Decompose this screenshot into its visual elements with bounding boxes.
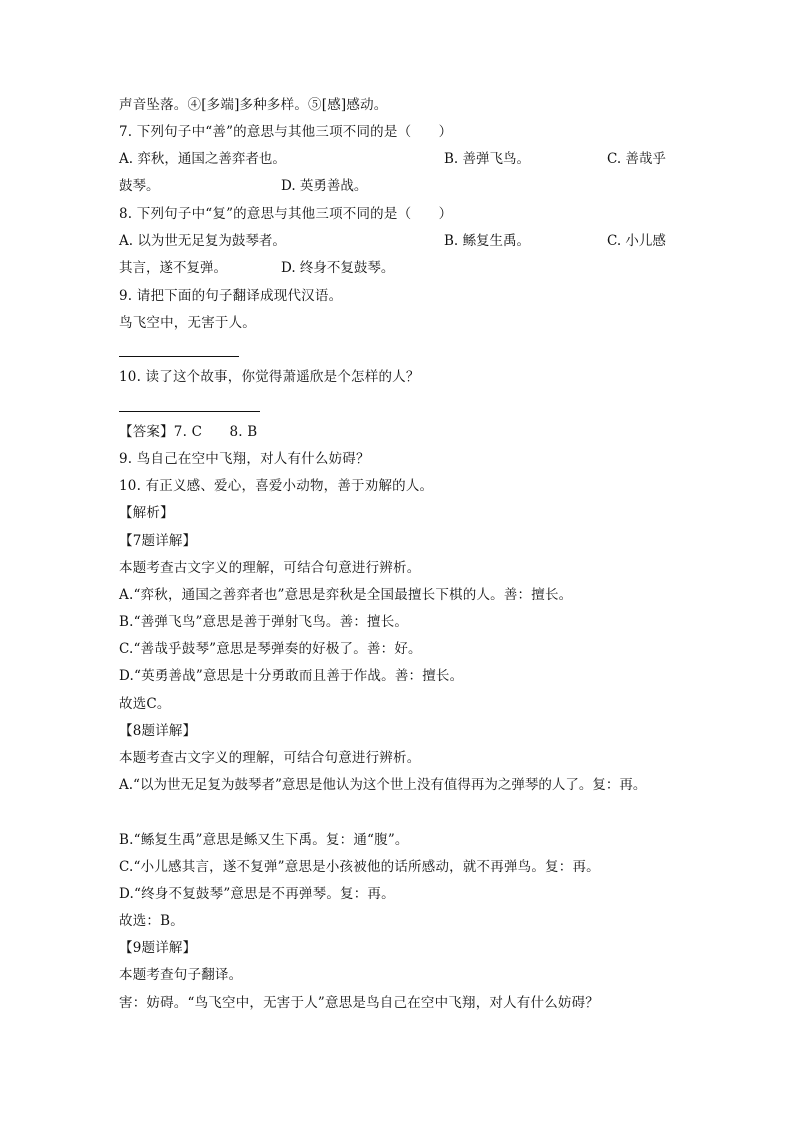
detail-8-b: B.“鲧复生禹”意思是鲧又生下禹。复：通“腹”。 [119, 832, 409, 848]
q7-option-d: D. 英勇善战。 [281, 178, 368, 194]
detail-7-c: C.“善哉乎鼓琴”意思是琴弹奏的好极了。善：好。 [119, 641, 422, 657]
q8-option-c-cont: 其言，遂不复弹。 [119, 260, 227, 276]
question-9-sentence: 鸟飞空中，无害于人。 [119, 315, 256, 331]
detail-8-heading: 【8题详解】 [119, 723, 197, 739]
analysis-heading: 【解析】 [119, 505, 174, 521]
question-9: 9. 请把下面的句子翻译成现代汉语。 [119, 288, 343, 304]
detail-7-intro: 本题考查古文字义的理解，可结合句意进行辨析。 [119, 560, 421, 576]
detail-9-explanation: 害：妨碍。“鸟飞空中，无害于人”意思是鸟自己在空中飞翔，对人有什么妨碍？ [119, 995, 600, 1011]
q7-option-b: B. 善弹飞鸟。 [444, 151, 531, 167]
detail-8-conclusion: 故选：B。 [119, 913, 184, 929]
answer-9: 9. 鸟自己在空中飞翔，对人有什么妨碍？ [119, 451, 370, 467]
detail-7-conclusion: 故选C。 [119, 696, 171, 712]
detail-8-c: C.“小儿感其言，遂不复弹”意思是小孩被他的话所感动，就不再弹鸟。复：再。 [119, 859, 600, 875]
answer-blank [119, 356, 239, 357]
detail-7-b: B.“善弹飞鸟”意思是善于弹射飞鸟。善：擅长。 [119, 614, 409, 630]
detail-9-intro: 本题考查句子翻译。 [119, 967, 243, 983]
answer-10: 10. 有正义感、爱心，喜爱小动物，善于劝解的人。 [119, 478, 434, 494]
detail-9-heading: 【9题详解】 [119, 940, 197, 956]
detail-8-d: D.“终身不复鼓琴”意思是不再弹琴。复：再。 [119, 886, 395, 902]
question-7: 7. 下列句子中“善”的意思与其他三项不同的是（ ） [119, 124, 453, 140]
detail-7-d: D.“英勇善战”意思是十分勇敢而且善于作战。善：擅长。 [119, 668, 464, 684]
detail-8-intro: 本题考查古文字义的理解，可结合句意进行辨析。 [119, 750, 421, 766]
question-10: 10. 读了这个故事，你觉得萧遥欣是个怎样的人？ [119, 369, 420, 385]
q8-option-a: A. 以为世无足复为鼓琴者。 [119, 233, 286, 249]
answer-line: 【答案】7. C 8. B [119, 424, 258, 440]
detail-8-a: A.“以为世无足复为鼓琴者”意思是他认为这个世上没有值得再为之弹琴的人了。复：再。 [119, 777, 647, 793]
answer-blank [119, 411, 260, 412]
q7-option-a: A. 弈秋，通国之善弈者也。 [119, 151, 286, 167]
q8-option-b: B. 鲧复生禹。 [444, 233, 531, 249]
detail-7-a: A.“弈秋，通国之善弈者也”意思是弈秋是全国最擅长下棋的人。善：擅长。 [119, 587, 573, 603]
question-8: 8. 下列句子中“复”的意思与其他三项不同的是（ ） [119, 206, 453, 222]
q7-option-c-cont: 鼓琴。 [119, 178, 160, 194]
text-line: 声音坠落。④[多端]多种多样。⑤[感]感动。 [119, 97, 388, 113]
detail-7-heading: 【7题详解】 [119, 533, 197, 549]
q8-option-c: C. 小儿感 [607, 233, 666, 249]
q8-option-d: D. 终身不复鼓琴。 [281, 260, 395, 276]
q7-option-c: C. 善哉乎 [607, 151, 666, 167]
